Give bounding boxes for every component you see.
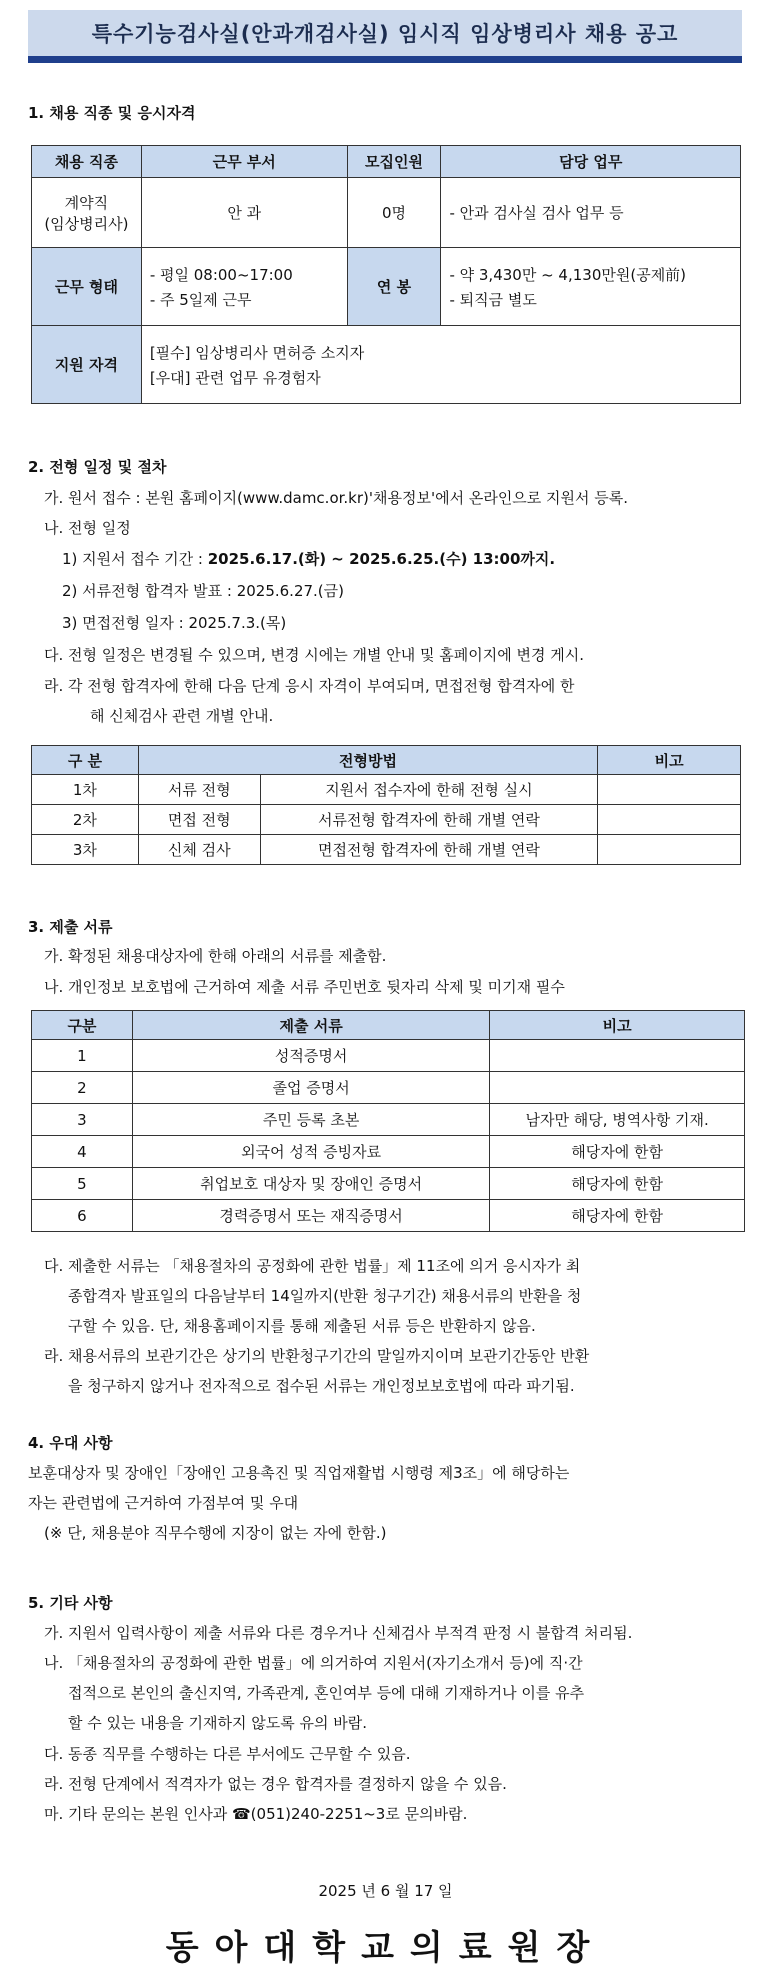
s2-item-c: 다. 전형 일정은 변경될 수 있으며, 변경 시에는 개별 안내 및 홈페이지에 변경 게시. (44, 646, 584, 664)
qual-line-1: [필수] 임상병리사 면허증 소지자 (149, 343, 365, 362)
type-cell: 서류 전형 (138, 775, 260, 805)
note-cell (598, 775, 741, 805)
s5-item-c: 다. 동종 직무를 수행하는 다른 부서에도 근무할 수 있음. (44, 1745, 411, 1763)
s3-item-c1: 다. 제출한 서류는 「채용절차의 공정화에 관한 법률」제 11조에 의거 응시자가 최 (44, 1257, 581, 1275)
b1-value: 2025.6.17.(화) ~ 2025.6.25.(수) 13:00까지. (207, 550, 556, 568)
no-cell: 5 (32, 1168, 133, 1200)
col-header-method: 전형방법 (138, 746, 597, 775)
no-cell: 4 (32, 1136, 133, 1168)
table-row (32, 1168, 745, 1200)
col-header-stage: 구 분 (32, 746, 139, 775)
work-line-2: - 주 5일제 근무 (149, 290, 252, 309)
job-line-2: (임상병리사) (44, 214, 129, 233)
s3-item-a: 가. 확정된 채용대상자에 한해 아래의 서류를 제출함. (44, 947, 387, 965)
note-cell: 해당자에 한함 (490, 1168, 745, 1200)
note-cell (490, 1040, 745, 1072)
note-cell: 해당자에 한함 (490, 1200, 745, 1232)
s2-item-b1 (62, 549, 555, 569)
s2-item-a: 가. 원서 접수 : 본원 홈페이지(www.damc.or.kr)'채용정보'에서 온라인으로 지원서 등록. (44, 489, 629, 507)
doc-cell: 외국어 성적 증빙자료 (132, 1136, 489, 1168)
col-header-note: 비고 (598, 746, 741, 775)
work-cell (141, 248, 347, 326)
work-label: 근무 형태 (32, 248, 142, 326)
doc-cell: 졸업 증명서 (132, 1072, 489, 1104)
count-cell: 0명 (347, 178, 441, 248)
no-cell: 6 (32, 1200, 133, 1232)
s5-item-b3: 할 수 있는 내용을 기재하지 않도록 유의 바람. (68, 1714, 367, 1732)
s5-item-b1: 나. 「채용절차의 공정화에 관한 법률」에 의거하여 지원서(자기소개서 등)에 직·간 (44, 1654, 583, 1672)
col-header-job: 채용 직종 (32, 146, 142, 178)
s3-item-c3: 구할 수 있음. 단, 채용홈페이지를 통해 제출된 서류 등은 반환하지 않음. (68, 1317, 536, 1335)
col-header-doc: 제출 서류 (132, 1011, 489, 1040)
s3-item-d2: 을 청구하지 않거나 전자적으로 접수된 서류는 개인정보보호법에 따라 파기됨. (68, 1377, 575, 1395)
doc-cell: 취업보호 대상자 및 장애인 증명서 (132, 1168, 489, 1200)
qual-line-2: [우대] 관련 업무 유경험자 (149, 368, 321, 387)
note-cell: 남자만 해당, 병역사항 기재. (490, 1104, 745, 1136)
s3-item-c2: 종합격자 발표일의 다음날부터 14일까지(반환 청구기간) 채용서류의 반환을 청 (68, 1287, 582, 1305)
col-header-dept: 근무 부서 (141, 146, 347, 178)
stage-cell: 3차 (32, 835, 139, 865)
desc-cell: 면접전형 합격자에 한해 개별 연락 (260, 835, 598, 865)
doc-cell: 주민 등록 초본 (132, 1104, 489, 1136)
s5-item-b2: 접적으로 본인의 출신지역, 가족관계, 혼인여부 등에 대해 기재하거나 이를 유추 (68, 1684, 585, 1702)
note-cell: 해당자에 한함 (490, 1136, 745, 1168)
s3-item-d1: 라. 채용서류의 보관기간은 상기의 반환청구기간의 말일까지이며 보관기간동안 반환 (44, 1347, 590, 1365)
type-cell: 면접 전형 (138, 805, 260, 835)
s4-line-2: 자는 관련법에 근거하여 가점부여 및 우대 (28, 1494, 299, 1512)
qual-cell (141, 326, 740, 404)
s5-item-d: 라. 전형 단계에서 적격자가 없는 경우 합격자를 결정하지 않을 수 있음. (44, 1775, 507, 1793)
s5-item-a: 가. 지원서 입력사항이 제출 서류와 다른 경우거나 신체검사 부적격 판정 시 불합격 처리됨. (44, 1624, 633, 1642)
salary-line-1: - 약 3,430만 ~ 4,130만원(공제前) (449, 265, 687, 284)
section-3-heading: 3. 제출 서류 (28, 918, 113, 936)
selection-table (31, 745, 741, 865)
s3-item-b: 나. 개인정보 보호법에 근거하여 제출 서류 주민번호 뒷자리 삭제 및 미기재 필수 (44, 978, 565, 996)
col-header-duty: 담당 업무 (441, 146, 741, 178)
type-cell: 신체 검사 (138, 835, 260, 865)
desc-cell: 서류전형 합격자에 한해 개별 연락 (260, 805, 598, 835)
job-cell (32, 178, 142, 248)
page-title: 특수기능검사실(안과개검사실) 임시직 임상병리사 채용 공고 (28, 10, 742, 60)
table-row (32, 1104, 745, 1136)
table-row (32, 1136, 745, 1168)
section-1-heading: 1. 채용 직종 및 응시자격 (28, 104, 196, 122)
section-2-heading: 2. 전형 일정 및 절차 (28, 458, 167, 476)
job-line-1: 계약직 (64, 193, 109, 212)
table-row (32, 805, 741, 835)
table-row (32, 1040, 745, 1072)
s4-line-3: (※ 단, 채용분야 직무수행에 지장이 없는 자에 한함.) (44, 1524, 387, 1542)
s2-item-b2: 2) 서류전형 합격자 발표 : 2025.6.27.(금) (62, 582, 345, 600)
stage-cell: 1차 (32, 775, 139, 805)
no-cell: 1 (32, 1040, 133, 1072)
salary-cell (441, 248, 741, 326)
desc-cell: 지원서 접수자에 한해 전형 실시 (260, 775, 598, 805)
s5-item-e: 마. 기타 문의는 본원 인사과 ☎(051)240-2251~3로 문의바람. (44, 1805, 468, 1823)
table-row (32, 835, 741, 865)
documents-table (31, 1010, 745, 1232)
col-header-no: 구분 (32, 1011, 133, 1040)
section-5-heading: 5. 기타 사항 (28, 1594, 113, 1612)
no-cell: 3 (32, 1104, 133, 1136)
note-cell (490, 1072, 745, 1104)
notice-date: 2025 년 6 월 17 일 (318, 1882, 453, 1900)
s2-item-d2: 해 신체검사 관련 개별 안내. (90, 707, 274, 725)
salary-label: 연 봉 (347, 248, 441, 326)
dept-cell: 안 과 (141, 178, 347, 248)
s4-line-1: 보훈대상자 및 장애인「장애인 고용촉진 및 직업재활법 시행령 제3조」에 해당하는 (28, 1464, 570, 1482)
stage-cell: 2차 (32, 805, 139, 835)
doc-cell: 성적증명서 (132, 1040, 489, 1072)
note-cell (598, 805, 741, 835)
recruit-table (31, 145, 741, 404)
salary-line-2: - 퇴직금 별도 (449, 290, 537, 309)
issuer-name: 동아대학교의료원장 (165, 1928, 606, 1968)
note-cell (598, 835, 741, 865)
table-row (32, 775, 741, 805)
no-cell: 2 (32, 1072, 133, 1104)
s2-item-b: 나. 전형 일정 (44, 519, 131, 537)
work-line-1: - 평일 08:00~17:00 (149, 265, 293, 284)
table-row (32, 1200, 745, 1232)
s2-item-d1: 라. 각 전형 합격자에 한해 다음 단계 응시 자격이 부여되며, 면접전형 합격자에 한 (44, 677, 575, 695)
col-header-count: 모집인원 (347, 146, 441, 178)
s2-item-b3: 3) 면접전형 일자 : 2025.7.3.(목) (62, 614, 287, 632)
qual-label: 지원 자격 (32, 326, 142, 404)
col-header-note: 비고 (490, 1011, 745, 1040)
section-4-heading: 4. 우대 사항 (28, 1434, 113, 1452)
table-row (32, 1072, 745, 1104)
doc-cell: 경력증명서 또는 재직증명서 (132, 1200, 489, 1232)
b1-label: 1) 지원서 접수 기간 : (62, 550, 208, 568)
duty-cell: - 안과 검사실 검사 업무 등 (441, 178, 741, 248)
